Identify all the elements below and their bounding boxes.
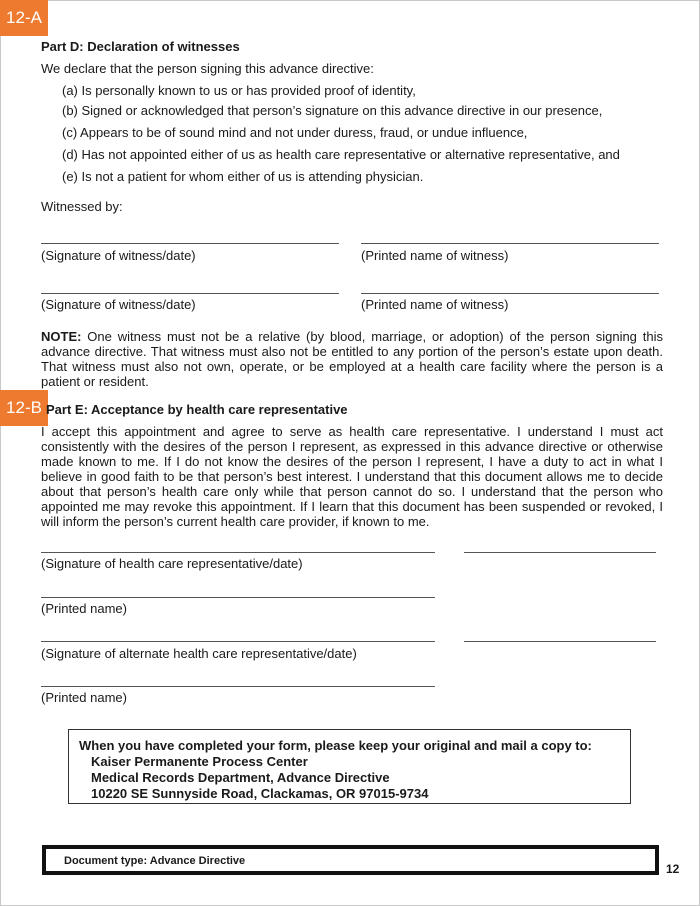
part-e-text: I accept this appointment and agree to serve as health care representative. I understand I must act consistently with the desires of the person I represent, as expressed in this advance directive or otherwise made known to me. If I do not know the desires of the person I represent, I have a duty to act in what I believe in good faith to be that person’s best interest. I understand that this document allows me to decide about that person’s health care only while that person cannot do so. I understand that the person who appointed me may revoke this appointment. If I learn that this document has been suspended or revoked, I will inform the person’s current health care provider, if known to me. bbox=[41, 424, 663, 529]
mail-address: 10220 SE Sunnyside Road, Clackamas, OR 97015-9734 bbox=[91, 786, 429, 801]
witness2-name-line[interactable] bbox=[361, 293, 659, 294]
part-d-item-c: (c) Appears to be of sound mind and not under duress, fraud, or undue influence, bbox=[62, 125, 528, 140]
document-type-label: Document type: Advance Directive bbox=[64, 855, 246, 867]
part-d-item-e: (e) Is not a patient for whom either of us is attending physician. bbox=[62, 169, 424, 184]
alt-printed-name-label: (Printed name) bbox=[41, 690, 127, 705]
witness-note bbox=[41, 329, 663, 389]
witness1-signature-label: (Signature of witness/date) bbox=[41, 248, 196, 263]
section-tag-12b: 12-B bbox=[0, 390, 48, 426]
witness2-name-label: (Printed name of witness) bbox=[361, 297, 509, 312]
alt-signature-line[interactable] bbox=[41, 641, 435, 642]
alt-date-line[interactable] bbox=[464, 641, 656, 642]
alt-printed-name-line[interactable] bbox=[41, 686, 435, 687]
part-d-intro: We declare that the person signing this advance directive: bbox=[41, 61, 374, 76]
note-label: NOTE: bbox=[41, 329, 82, 344]
mail-instructions-box bbox=[68, 729, 631, 804]
alt-signature-label: (Signature of alternate health care representative/date) bbox=[41, 646, 357, 661]
witness2-signature-line[interactable] bbox=[41, 293, 339, 294]
part-d-item-a: (a) Is personally known to us or has provided proof of identity, bbox=[62, 83, 416, 98]
section-tag-12a: 12-A bbox=[0, 0, 48, 36]
part-d-item-b: (b) Signed or acknowledged that person’s signature on this advance directive in our presence, bbox=[62, 103, 603, 118]
page-number: 12 bbox=[666, 862, 680, 876]
witness2-signature-label: (Signature of witness/date) bbox=[41, 297, 196, 312]
rep-printed-name-label: (Printed name) bbox=[41, 601, 127, 616]
part-d-heading: Part D: Declaration of witnesses bbox=[41, 39, 240, 54]
witnessed-by-label: Witnessed by: bbox=[41, 199, 123, 214]
rep-date-line[interactable] bbox=[464, 552, 656, 553]
witness1-name-label: (Printed name of witness) bbox=[361, 248, 509, 263]
document-type-box bbox=[42, 845, 659, 875]
mail-recipient: Kaiser Permanente Process Center bbox=[91, 754, 308, 769]
rep-signature-label: (Signature of health care representative/date) bbox=[41, 556, 303, 571]
part-e-heading: Part E: Acceptance by health care representative bbox=[46, 402, 348, 417]
rep-signature-line[interactable] bbox=[41, 552, 435, 553]
mail-instructions-line: When you have completed your form, please keep your original and mail a copy to: bbox=[79, 738, 592, 753]
part-d-item-d: (d) Has not appointed either of us as health care representative or alternative representative, and bbox=[62, 147, 620, 162]
mail-department: Medical Records Department, Advance Directive bbox=[91, 770, 390, 785]
witness1-name-line[interactable] bbox=[361, 243, 659, 244]
witness1-signature-line[interactable] bbox=[41, 243, 339, 244]
rep-printed-name-line[interactable] bbox=[41, 597, 435, 598]
note-text: One witness must not be a relative (by blood, marriage, or adoption) of the person signing this advance directive. That witness must also not be entitled to any portion of the person’s estate upon death. That witness must also not own, operate, or be employed at a health care facility where the person is a patient or resident. bbox=[41, 329, 663, 389]
